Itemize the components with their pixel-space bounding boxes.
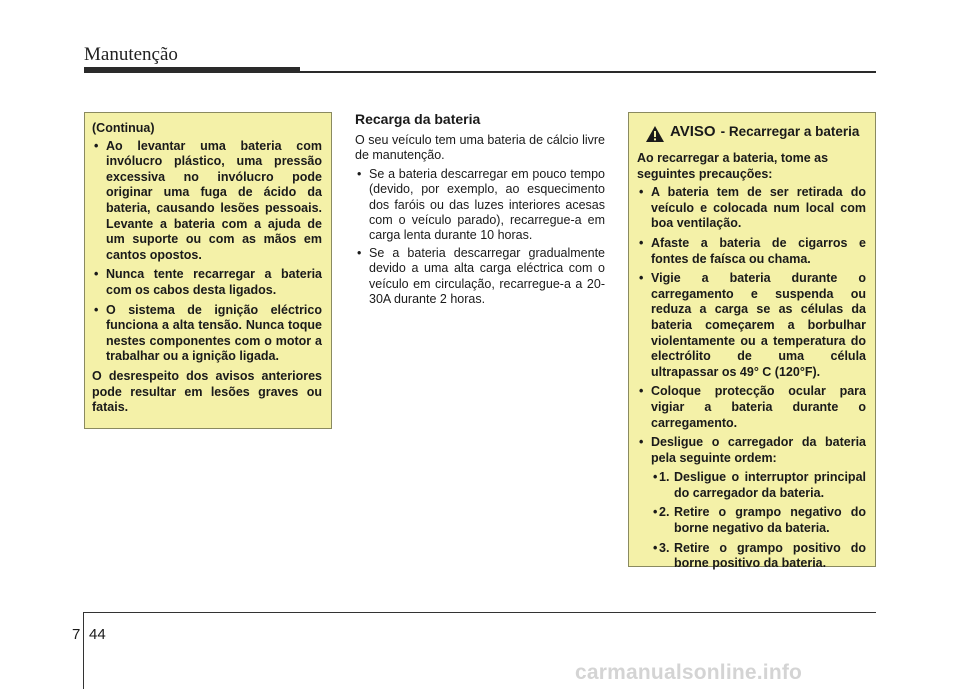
step-item bbox=[651, 505, 866, 536]
section-title: Recarga da bateria bbox=[355, 111, 481, 127]
chapter-number: 7 bbox=[72, 626, 81, 643]
watermark-text: carmanualsonline.info bbox=[575, 661, 803, 684]
step-text: Retire o grampo positivo do borne positivo da bateria. bbox=[674, 540, 866, 571]
warning-intro: Ao recarregar a bateria, tome as seguintes precauções: bbox=[637, 151, 829, 181]
continued-bullet-list bbox=[92, 139, 322, 365]
disconnect-steps bbox=[651, 470, 866, 572]
footer-vertical-rule bbox=[83, 612, 84, 689]
warning-word: AVISO bbox=[670, 123, 716, 140]
warning-bullet-list bbox=[637, 185, 866, 572]
header-rule-thin bbox=[300, 71, 876, 73]
recharge-section bbox=[355, 111, 605, 309]
warning-triangle-icon bbox=[645, 125, 665, 143]
step-number: • 3. bbox=[659, 540, 670, 555]
page-number: 44 bbox=[89, 626, 106, 643]
page-header-title: Manutenção bbox=[84, 44, 178, 65]
step-item bbox=[651, 470, 866, 501]
list-item: • Ao levantar uma bateria com invólucro plástico, uma pressão excessiva no invólucro pode originar uma fuga de ácido da bateria, causando lesões pessoais. Levante a bateria com a ajuda de um suporte ou com as mãos em cantos opostos. bbox=[92, 139, 322, 264]
warning-heading bbox=[637, 123, 866, 143]
recharge-bullet-list bbox=[355, 167, 605, 308]
step-item bbox=[651, 541, 866, 572]
step-text: Desligue o interruptor principal do carregador da bateria. bbox=[674, 470, 866, 500]
step-number: • 2. bbox=[659, 505, 670, 520]
continued-warning-box bbox=[84, 112, 332, 429]
list-item: • Se a bateria descarregar gradualmente devido a uma alta carga eléctrica com o veículo em circulação, recarregue-a a 20-30A durante 2 horas. bbox=[355, 246, 605, 308]
list-item bbox=[637, 435, 866, 572]
list-item: • A bateria tem de ser retirada do veículo e colocada num local com boa ventilação. bbox=[637, 185, 866, 232]
header-rule-thick bbox=[84, 67, 300, 73]
step-text: Retire o grampo negativo do borne negativo da bateria. bbox=[674, 505, 866, 536]
warning-box bbox=[628, 112, 876, 571]
continued-label: (Continua) bbox=[92, 121, 155, 135]
step-number: • 1. bbox=[659, 470, 670, 485]
list-item: • Vigie a bateria durante o carregamento e suspenda ou reduza a carga se as células da bateria começarem a borbulhar violentamente ou a temperatura do electrólito de uma célula ultrapassar os 49° C (120°F). bbox=[637, 271, 866, 380]
list-item: • Se a bateria descarregar em pouco tempo (devido, por exemplo, ao esquecimento dos faróis ou das luzes interiores acesas com o veículo parado), recarregue-a em carga lenta durante 10 horas. bbox=[355, 167, 605, 244]
list-item: • Afaste a bateria de cigarros e fontes de faísca ou chama. bbox=[637, 236, 866, 267]
warning-subtitle: - Recarregar a bateria bbox=[720, 124, 860, 139]
list-item-text: Desligue o carregador da bateria pela seguinte ordem: bbox=[651, 435, 866, 465]
continued-closing-text: O desrespeito dos avisos anteriores pode resultar em lesões graves ou fatais. bbox=[92, 368, 322, 415]
list-item: • Coloque protecção ocular para vigiar a bateria durante o carregamento. bbox=[637, 384, 866, 431]
footer-horizontal-rule bbox=[84, 612, 876, 613]
list-item: • O sistema de ignição eléctrico funciona a alta tensão. Nunca toque nestes componentes com o motor a trabalhar ou a ignição ligada. bbox=[92, 303, 322, 365]
list-item: • Nunca tente recarregar a bateria com os cabos desta ligados. bbox=[92, 267, 322, 298]
section-intro: O seu veículo tem uma bateria de cálcio livre de manutenção. bbox=[355, 133, 605, 163]
